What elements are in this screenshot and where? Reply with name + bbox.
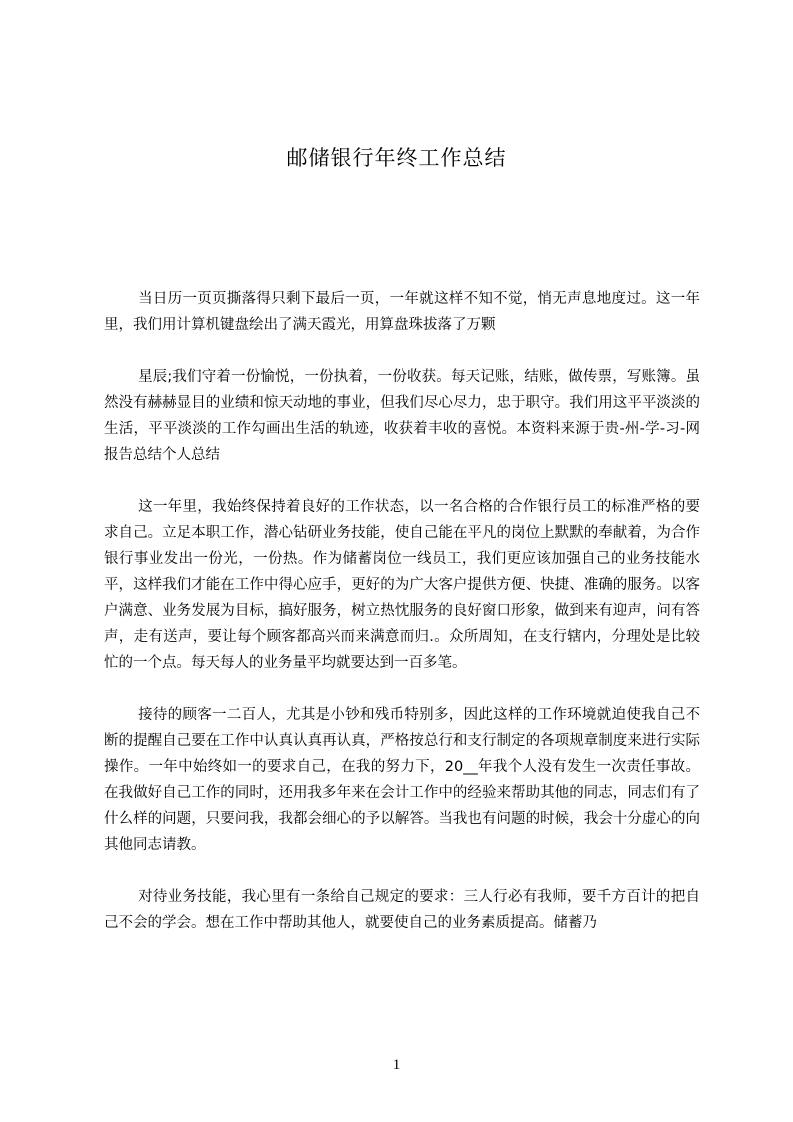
document-title: 邮储银行年终工作总结	[286, 146, 507, 170]
paragraph-3: 这一年里，我始终保持着良好的工作状态，以一名合格的合作银行员工的标准严格的要求自己。立足本职工作，潜心钻研业务技能，使自己能在平凡的岗位上默默的奉献着，为合作银行事业发出一份光，一份热。作为储蓄岗位一线员工，我们更应该加强自己的业务技能水平，这样我们才能在工作中得心应手，更好的为广大客户提供方便、快捷、准确的服务。以客户满意、业务发展为目标，搞好服务，树立热忱服务的良好窗口形象，做到来有迎声，问有答声，走有送声，要让每个顾客都高兴而来满意而归.。众所周知，在支行辖内，分理处是比较忙的一个点。每天每人的业务量平均就要达到一百多笔。	[104, 499, 700, 671]
document-body	[104, 286, 700, 962]
paragraph-2: 星辰;我们守着一份愉悦，一份执着，一份收获。每天记账，结账，做传票，写账簿。虽然没有赫赫显目的业绩和惊天动地的事业，但我们尽心尽力，忠于职守。我们用这平平淡淡的生活，平平淡淡的工作勾画出生活的轨迹，收获着丰收的喜悦。本资料来源于贵-州-学-习-网报告总结个人总结	[104, 369, 700, 463]
paragraph-5: 对待业务技能，我心里有一条给自己规定的要求：三人行必有我师，要千方百计的把自己不会的学会。想在工作中帮助其他人，就要使自己的业务素质提高。储蓄乃	[104, 889, 700, 931]
paragraph-1: 当日历一页页撕落得只剩下最后一页，一年就这样不知不觉，悄无声息地度过。这一年里，我们用计算机键盘绘出了满天霞光，用算盘珠拔落了万颗	[104, 291, 700, 333]
paragraph-4: 接待的顾客一二百人，尤其是小钞和残币特别多，因此这样的工作环境就迫使我自己不断的提醒自己要在工作中认真认真再认真，严格按总行和支行制定的各项规章制度来进行实际操作。一年中始终如一的要求自己，在我的努力下，20__年我个人没有发生一次责任事故。在我做好自己工作的同时，还用我多年来在会计工作中的经验来帮助其他的同志，同志们有了什么样的问题，只要问我，我都会细心的予以解答。当我也有问题的时候，我会十分虚心的向其他同志请教。	[104, 707, 700, 853]
page-number: 1	[392, 1057, 401, 1073]
